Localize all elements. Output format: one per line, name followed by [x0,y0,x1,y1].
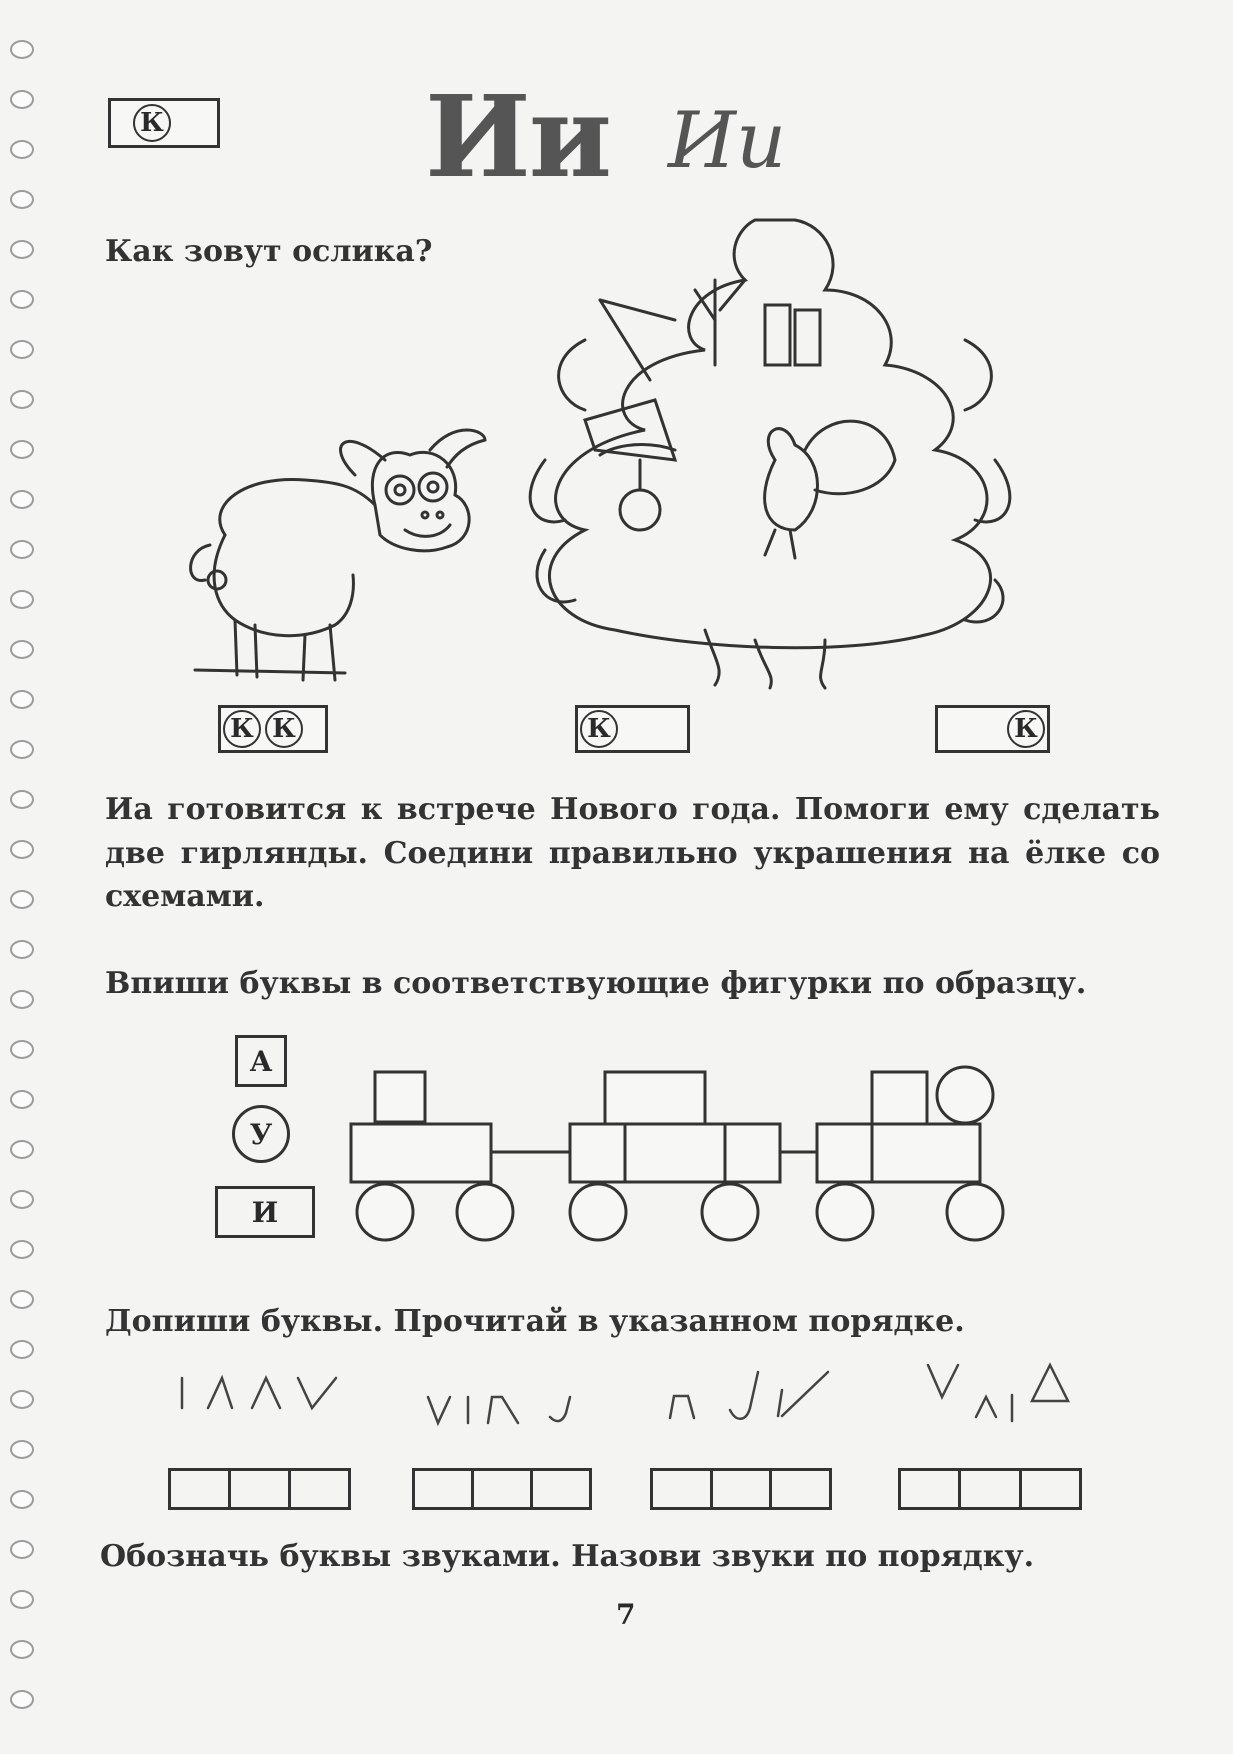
legend-letter: А [249,1044,273,1078]
answer-cells-3[interactable] [650,1468,832,1510]
legend-circle [232,1105,290,1163]
binding-holes [6,40,34,1740]
binding-hole [10,140,34,159]
scheme-letter: К [230,714,254,744]
legend-letter: У [249,1117,273,1151]
binding-hole [10,90,34,109]
train-rectangle [625,1124,725,1182]
scheme-letter: К [587,714,611,744]
corner-scheme [108,98,220,148]
train-wheel [702,1184,758,1240]
train-square [570,1124,625,1182]
binding-hole [10,1690,34,1709]
shape-train [345,1060,1045,1250]
scheme-letter: К [272,714,296,744]
answer-cells-1[interactable] [168,1468,351,1510]
train-rectangle [351,1124,491,1182]
page-title: Ии [425,72,610,203]
binding-hole [10,1590,34,1609]
train-wheel [457,1184,513,1240]
scheme-letter: К [140,108,164,138]
binding-hole [10,840,34,859]
train-rectangle [605,1072,705,1124]
train-rectangle [872,1124,980,1182]
binding-hole [10,490,34,509]
binding-hole [10,1640,34,1659]
train-wheel [570,1184,626,1240]
donkey-illustration [185,425,495,690]
binding-hole [10,1240,34,1259]
binding-hole [10,890,34,909]
binding-hole [10,990,34,1009]
binding-hole [10,1390,34,1409]
binding-hole [10,590,34,609]
binding-hole [10,790,34,809]
answer-cell[interactable] [231,1471,291,1507]
answer-cell[interactable] [415,1471,474,1507]
train-square [725,1124,780,1182]
binding-hole [10,440,34,459]
train-square [375,1072,425,1122]
binding-hole [10,540,34,559]
binding-hole [10,240,34,259]
legend-letter: И [251,1195,279,1229]
binding-hole [10,940,34,959]
scheme-circle [265,710,303,748]
answer-cells-4[interactable] [898,1468,1082,1510]
binding-hole [10,1190,34,1209]
task5-text: Обозначь буквы звуками. Назови звуки по порядку. [100,1539,1035,1574]
letter-fragments-group-4 [920,1355,1080,1430]
legend-rectangle [215,1186,315,1238]
task2-text: Иа готовится к встрече Нового года. Помоги ему сделать две гирлянды. Соедини правильно украшения на ёлке со схемами. [105,792,1160,914]
page-number: 7 [616,1598,636,1631]
binding-hole [10,1340,34,1359]
binding-hole [10,1490,34,1509]
scheme-tree-right [935,705,1050,753]
binding-hole [10,1440,34,1459]
answer-cell[interactable] [772,1471,829,1507]
binding-hole [10,690,34,709]
binding-hole [10,1290,34,1309]
scheme-donkey [218,705,328,753]
binding-hole [10,290,34,309]
answer-cell[interactable] [961,1471,1021,1507]
letter-fragments-group-3 [660,1360,840,1430]
legend-square [235,1035,287,1087]
letter-fragments-group-1 [170,1370,350,1420]
binding-hole [10,640,34,659]
scheme-circle [133,104,171,142]
scheme-circle [1007,710,1045,748]
answer-cells-2[interactable] [412,1468,592,1510]
train-circle [937,1067,993,1123]
scheme-circle [580,710,618,748]
train-wheel [817,1184,873,1240]
binding-hole [10,40,34,59]
answer-cell[interactable] [1022,1471,1079,1507]
train-square [817,1124,872,1182]
answer-cell[interactable] [171,1471,231,1507]
binding-hole [10,1140,34,1159]
answer-cell[interactable] [713,1471,773,1507]
binding-hole [10,390,34,409]
answer-cell[interactable] [653,1471,713,1507]
train-wheel [947,1184,1003,1240]
task3-text: Впиши буквы в соответствующие фигурки по образцу. [105,966,1087,1001]
letter-fragments-group-2 [420,1385,590,1430]
task1-question: Как зовут ослика? [105,234,433,269]
scheme-letter: К [1014,714,1038,744]
scheme-tree-left [575,705,690,753]
train-square [872,1072,927,1124]
binding-hole [10,1040,34,1059]
train-wheel [357,1184,413,1240]
binding-hole [10,740,34,759]
scheme-circle [223,710,261,748]
answer-cell[interactable] [901,1471,961,1507]
answer-cell[interactable] [474,1471,533,1507]
answer-cell[interactable] [533,1471,589,1507]
answer-cell[interactable] [291,1471,348,1507]
christmas-tree-illustration [525,200,1025,690]
binding-hole [10,340,34,359]
task4-text: Допиши буквы. Прочитай в указанном порядке. [105,1304,965,1339]
page-title-script: Ии [668,96,787,186]
binding-hole [10,1090,34,1109]
binding-hole [10,190,34,209]
binding-hole [10,1540,34,1559]
